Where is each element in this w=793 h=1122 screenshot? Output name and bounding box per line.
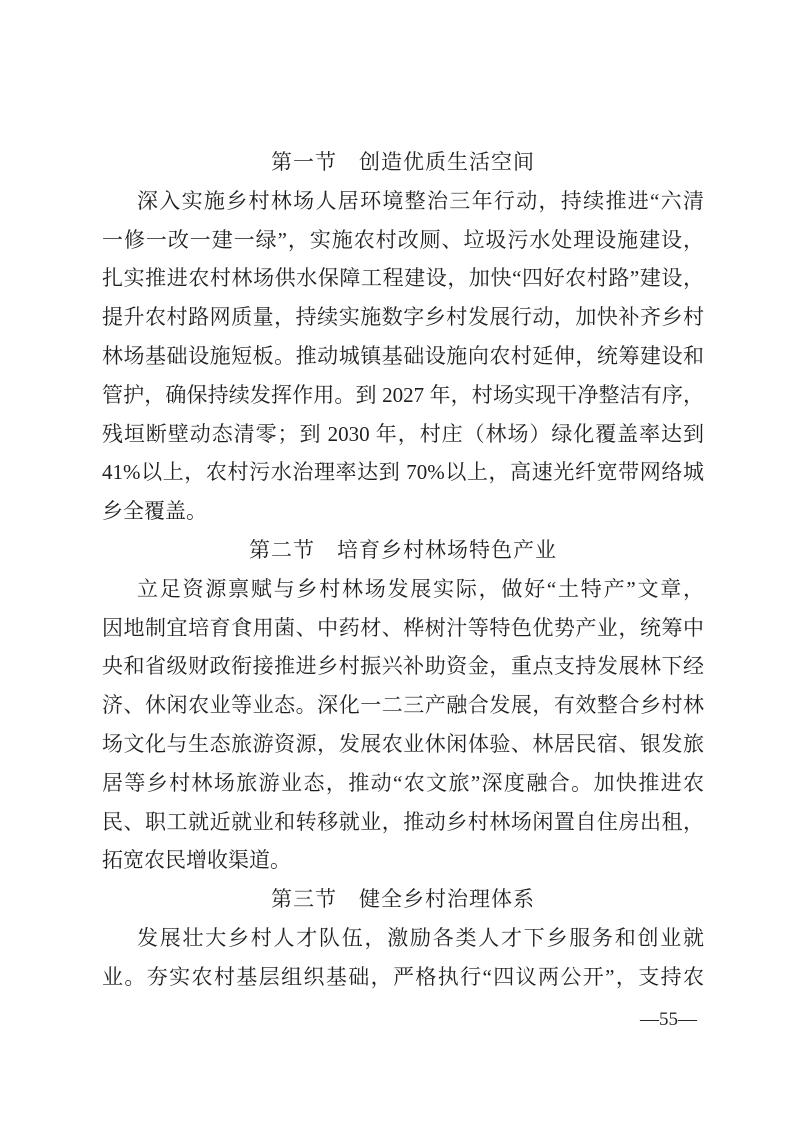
text-line: 林场基础设施短板。推动城镇基础设施向农村延伸，统筹建设和 [102,343,704,368]
text-line: 拓宽农民增收渠道。 [102,848,291,873]
text-line: 一修一改一建一绿”，实施农村改厕、垃圾污水处理设施建设， [102,227,704,252]
text-line: 立足资源禀赋与乡村林场发展实际，做好“土特产”文章， [137,576,704,601]
text-line: 济、休闲农业等业态。深化一二三产融合发展，有效整合乡村林 [102,693,704,718]
text-line: 因地制宜培育食用菌、中药材、桦树汁等特色优势产业，统筹中 [102,615,704,640]
text-line: 深入实施乡村林场人居环境整治三年行动，持续推进“六清 [137,188,704,213]
text-line: 提升农村路网质量，持续实施数字乡村发展行动，加快补齐乡村 [102,305,704,330]
text-line: 管护，确保持续发挥作用。到 2027 年，村场实现干净整洁有序， [102,382,704,407]
text-line: 业。夯实农村基层组织基础，严格执行“四议两公开”，支持农 [102,964,704,989]
text-line: 41%以上，农村污水治理率达到 70%以上，高速光纤宽带网络城 [102,460,704,485]
text-line: 场文化与生态旅游资源，发展农业休闲体验、林居民宿、银发旅 [102,731,704,756]
text-line: 残垣断壁动态清零；到 2030 年，村庄（林场）绿化覆盖率达到 [102,421,704,446]
section-1-heading: 第一节 创造优质生活空间 [271,150,535,174]
text-line: 央和省级财政衔接推进乡村振兴补助资金，重点支持发展林下经 [102,654,704,679]
section-2-heading: 第二节 培育乡村林场特色产业 [249,537,557,562]
text-line: 乡全覆盖。 [102,499,207,524]
section-3-heading: 第三节 健全乡村治理体系 [271,887,535,912]
text-line: 发展壮大乡村人才队伍，激励各类人才下乡服务和创业就 [137,925,704,950]
text-line: 民、职工就近就业和转移就业，推动乡村林场闲置自住房出租， [102,809,704,834]
text-line: 居等乡村林场旅游业态，推动“农文旅”深度融合。加快推进农 [102,770,704,795]
document-body [102,143,704,997]
page-number: —55— [640,1009,697,1030]
text-line: 扎实推进农村林场供水保障工程建设，加快“四好农村路”建设， [102,266,704,291]
